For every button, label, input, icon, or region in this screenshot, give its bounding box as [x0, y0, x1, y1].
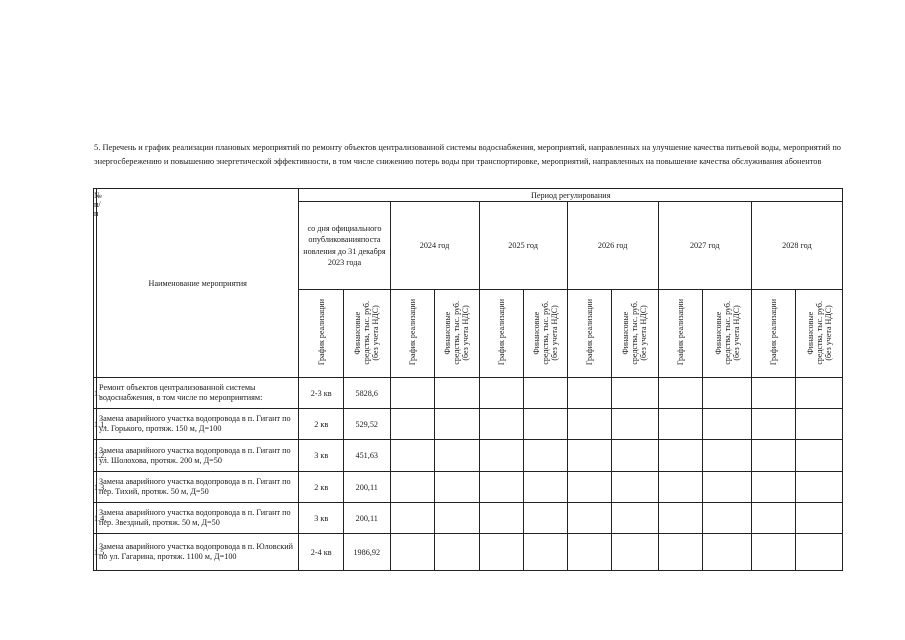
row-name: Ремонт объектов централизованной системы водоснабжения, в том числе по мероприятиям: [97, 378, 299, 409]
subheader-finance-2027 [703, 290, 752, 378]
row-num: 1. [94, 378, 97, 409]
subheader-finance-since [343, 290, 390, 378]
empty-cell [390, 534, 435, 571]
header-year-2026 [567, 202, 658, 290]
subheader-schedule-label: График реализации [407, 299, 417, 366]
row-schedule: 3 кв [299, 440, 344, 472]
empty-cell [658, 409, 703, 440]
subheader-schedule-2025 [479, 290, 524, 378]
empty-cell [524, 409, 568, 440]
row-num: 1.5. [94, 534, 97, 571]
subheader-schedule-label: График реализации [584, 299, 594, 366]
empty-cell [796, 472, 843, 503]
empty-cell [612, 534, 659, 571]
empty-cell [703, 472, 752, 503]
subheader-finance-line: средства, тыс. руб. [630, 300, 640, 365]
row-cost: 529,52 [343, 409, 390, 440]
row-schedule: 2 кв [299, 409, 344, 440]
subheader-finance-line: Финансовые [713, 311, 723, 354]
header-year-2024 [390, 202, 479, 290]
subheader-finance-line: Финансовые [531, 311, 541, 354]
empty-cell [796, 503, 843, 534]
empty-cell [435, 534, 480, 571]
subheader-schedule-2026 [567, 290, 612, 378]
subheader-finance-line: (без учета НДС) [823, 304, 833, 361]
subheader-finance-label [443, 301, 470, 365]
subheader-finance-2025 [524, 290, 568, 378]
empty-cell [567, 503, 612, 534]
subheader-finance-line: (без учета НДС) [461, 304, 471, 361]
subheader-schedule-label: График реализации [675, 299, 685, 366]
empty-cell [796, 378, 843, 409]
empty-cell [612, 503, 659, 534]
subheader-schedule-2028 [751, 290, 796, 378]
empty-cell [796, 534, 843, 571]
empty-cell [524, 472, 568, 503]
row-num: 1.3. [94, 472, 97, 503]
empty-cell [390, 409, 435, 440]
header-year-2025 [479, 202, 567, 290]
empty-cell [479, 440, 524, 472]
row-name: Замена аварийного участка водопровода в п. Гигант по ул. Шолохова, протяж. 200 м, Д=50 [97, 440, 299, 472]
empty-cell [524, 503, 568, 534]
subheader-finance-label [353, 301, 380, 365]
subheader-finance-line: средства, тыс. руб. [452, 300, 462, 365]
table-row [94, 378, 843, 409]
empty-cell [567, 409, 612, 440]
table-row [94, 472, 843, 503]
empty-cell [658, 503, 703, 534]
subheader-finance-2028 [796, 290, 843, 378]
subheader-finance-line: средства, тыс. руб. [540, 300, 550, 365]
subheader-finance-line: (без учета НДС) [371, 304, 381, 361]
row-cost: 451,63 [343, 440, 390, 472]
subheader-finance-line: Финансовые [443, 311, 453, 354]
empty-cell [567, 534, 612, 571]
subheader-finance-label [532, 301, 559, 365]
empty-cell [479, 472, 524, 503]
subheader-schedule-2027 [658, 290, 703, 378]
row-schedule: 2-4 кв [299, 534, 344, 571]
empty-cell [612, 378, 659, 409]
table-row [94, 503, 843, 534]
header-period [299, 189, 843, 202]
subheader-schedule-label: График реализации [316, 299, 326, 366]
row-cost: 1986,92 [343, 534, 390, 571]
empty-cell [751, 378, 796, 409]
row-schedule: 3 кв [299, 503, 344, 534]
empty-cell [703, 534, 752, 571]
empty-cell [612, 409, 659, 440]
subheader-finance-line: Финансовые [621, 311, 631, 354]
empty-cell [796, 440, 843, 472]
empty-cell [524, 440, 568, 472]
row-schedule: 2 кв [299, 472, 344, 503]
row-num: 1.4. [94, 503, 97, 534]
row-cost: 200,11 [343, 503, 390, 534]
subheader-finance-line: (без учета НДС) [639, 304, 649, 361]
empty-cell [703, 378, 752, 409]
empty-cell [567, 440, 612, 472]
header-name [97, 189, 299, 378]
empty-cell [390, 503, 435, 534]
empty-cell [612, 440, 659, 472]
subheader-finance-line: (без учета НДС) [731, 304, 741, 361]
subheader-schedule-2024 [390, 290, 435, 378]
subheader-finance-line: средства, тыс. руб. [362, 300, 372, 365]
table-row [94, 440, 843, 472]
subheader-finance-line: Финансовые [353, 311, 363, 354]
empty-cell [435, 409, 480, 440]
subheader-schedule-label: График реализации [496, 299, 506, 366]
row-cost: 200,11 [343, 472, 390, 503]
header-year-2028 [751, 202, 842, 290]
row-num: 1.1. [94, 409, 97, 440]
row-cost: 5828,6 [343, 378, 390, 409]
empty-cell [567, 378, 612, 409]
row-schedule: 2-3 кв [299, 378, 344, 409]
empty-cell [435, 503, 480, 534]
year-2025-label: 2025 год [508, 241, 538, 250]
empty-cell [390, 472, 435, 503]
empty-cell [435, 472, 480, 503]
empty-cell [479, 378, 524, 409]
subheader-schedule-label: График реализации [769, 299, 779, 366]
row-name: Замена аварийного участка водопровода в п. Гигант по пер. Звездный, протяж. 50 м, Д=50 [97, 503, 299, 534]
year-2028-label: 2028 год [782, 241, 812, 250]
empty-cell [796, 409, 843, 440]
measures-table [93, 188, 843, 571]
empty-cell [567, 472, 612, 503]
empty-cell [658, 472, 703, 503]
empty-cell [751, 503, 796, 534]
empty-cell [703, 503, 752, 534]
subheader-finance-2024 [435, 290, 480, 378]
row-name: Замена аварийного участка водопровода в п. Юловский по ул. Гагарина, протяж. 1100 м, Д=100 [97, 534, 299, 571]
empty-cell [612, 472, 659, 503]
table-row [94, 409, 843, 440]
section-heading: 5. Перечень и график реализации плановых мероприятий по ремонту объектов централизованной системы водоснабжения, мероприятий, направленных на улучшение качества питьевой воды, мероприятий по энергосбережению и повышению энергетической эффективности, в том числе снижению потерь воды при транспортировке, мероприятий, направленных на повышение качества обслуживания абонентов [94, 143, 841, 166]
subheader-finance-line: (без учета НДС) [549, 304, 559, 361]
header-year-2027 [658, 202, 751, 290]
subheader-finance-label [806, 301, 833, 365]
subheader-finance-line: средства, тыс. руб. [814, 300, 824, 365]
empty-cell [435, 378, 480, 409]
empty-cell [658, 378, 703, 409]
empty-cell [479, 534, 524, 571]
header-since [299, 202, 390, 290]
empty-cell [703, 440, 752, 472]
empty-cell [751, 534, 796, 571]
empty-cell [751, 409, 796, 440]
row-num: 1.2. [94, 440, 97, 472]
empty-cell [390, 378, 435, 409]
header-period-label: Период регулирования [530, 190, 611, 200]
empty-cell [658, 534, 703, 571]
year-2027-label: 2027 год [689, 241, 720, 250]
empty-cell [751, 440, 796, 472]
subheader-finance-line: средства, тыс. руб. [722, 300, 732, 365]
year-2024-label: 2024 год [419, 241, 450, 250]
empty-cell [524, 378, 568, 409]
subheader-finance-line: Финансовые [805, 311, 815, 354]
table-row [94, 534, 843, 571]
header-since-label: со дня официального опубликованияпоста новления до 31 декабря 2023 года [303, 223, 386, 267]
empty-cell [479, 409, 524, 440]
empty-cell [703, 409, 752, 440]
empty-cell [524, 534, 568, 571]
empty-cell [435, 440, 480, 472]
empty-cell [479, 503, 524, 534]
subheader-schedule-since [299, 290, 344, 378]
empty-cell [751, 472, 796, 503]
year-2026-label: 2026 год [597, 241, 628, 250]
header-num-label: № п/п [94, 191, 102, 218]
row-name: Замена аварийного участка водопровода в п. Гигант по ул. Горького, протяж. 150 м, Д=100 [97, 409, 299, 440]
subheader-finance-label [714, 301, 741, 365]
empty-cell [390, 440, 435, 472]
empty-cell [658, 440, 703, 472]
subheader-finance-label [621, 301, 648, 365]
subheader-finance-2026 [612, 290, 659, 378]
header-name-label: Наименование мероприятия [148, 278, 247, 288]
row-name: Замена аварийного участка водопровода в п. Гигант по пер. Тихий, протяж. 50 м, Д=50 [97, 472, 299, 503]
